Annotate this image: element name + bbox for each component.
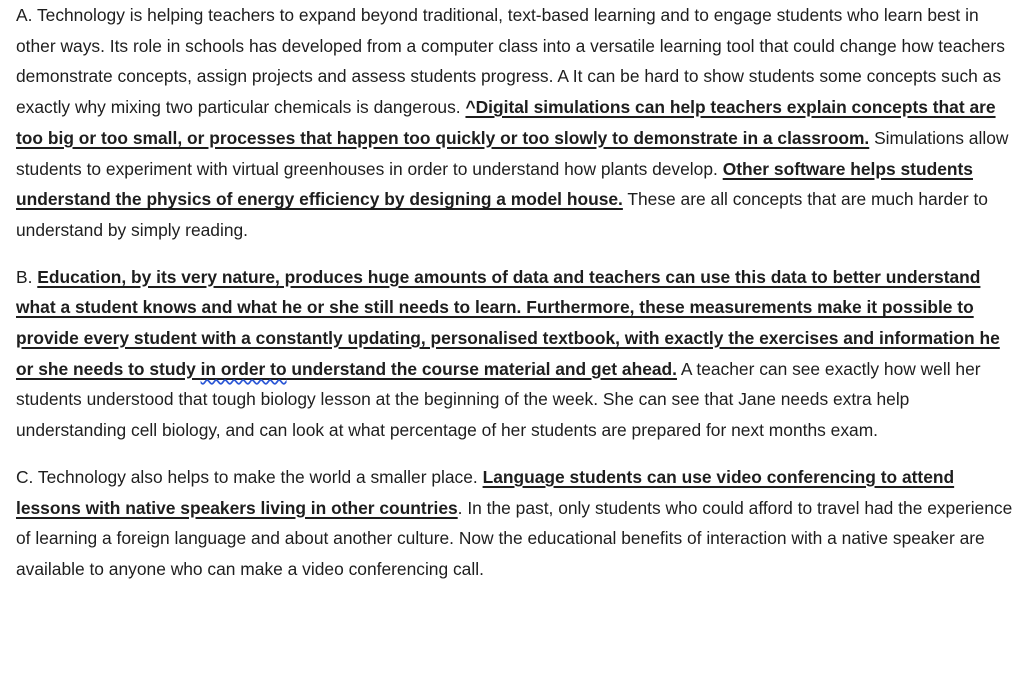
document-body	[16, 0, 1016, 601]
paragraph-b-text-1: A teacher can see exactly how well her students understood that tough biology lesson at the beginning of the week. She can see that Jane needs extra help understanding cell biology, and can look at what percentage of her students are prepared for next months exam.	[16, 358, 981, 441]
paragraph-b	[16, 262, 1016, 446]
paragraph-a-text-3: These are all concepts that are much harder to understand by simply reading.	[16, 189, 988, 240]
highlighted-text-part-1: Education, by its very nature, produces huge amounts of data and teachers can use this data to better understand what a student knows and what he or she still needs to learn. Furthermore, these measurements make it possible to provide every student with a constantly updating, personalised textbook, with exactly the exercises and information he or she needs to study	[16, 266, 1000, 379]
paragraph-c-text-1: C. Technology also helps to make the world a smaller place.	[16, 466, 483, 487]
paragraph-a-text-1: A. Technology is helping teachers to expand beyond traditional, text-based learning and to engage students who learn best in other ways. Its role in schools has developed from a computer class into a versatile learning tool that could change how teachers demonstrate concepts, assign projects and assess students progress. A It can be hard to show students some concepts such as exactly why mixing two particular chemicals is dangerous.	[16, 5, 1005, 118]
grammar-flag-in-order-to[interactable]: in order to	[200, 358, 287, 379]
highlighted-sentence-other-software: Other software helps students understand the physics of energy efficiency by designing a model house.	[16, 158, 973, 210]
paragraph-a-text-2: Simulations allow students to experiment with virtual greenhouses in order to understand how plants develop.	[16, 127, 1009, 179]
paragraph-c-text-2: . In the past, only students who could afford to travel had the experience of learning a foreign language and about another culture. Now the educational benefits of interaction with a native speaker are available to anyone who can make a video conferencing call.	[16, 497, 1013, 579]
paragraph-c	[16, 462, 1016, 585]
highlighted-sentence-digital-simulations: ^Digital simulations can help teachers explain concepts that are too big or too small, or processes that happen too quickly or too slowly to demonstrate in a classroom.	[16, 97, 996, 148]
highlighted-sentence-language-students: Language students can use video conferencing to attend lessons with native speakers living in other countries	[16, 466, 955, 518]
paragraph-b-prefix: B.	[16, 266, 38, 287]
paragraph-a	[16, 0, 1016, 246]
highlighted-text-part-2: understand the course material and get ahead.	[286, 358, 678, 379]
